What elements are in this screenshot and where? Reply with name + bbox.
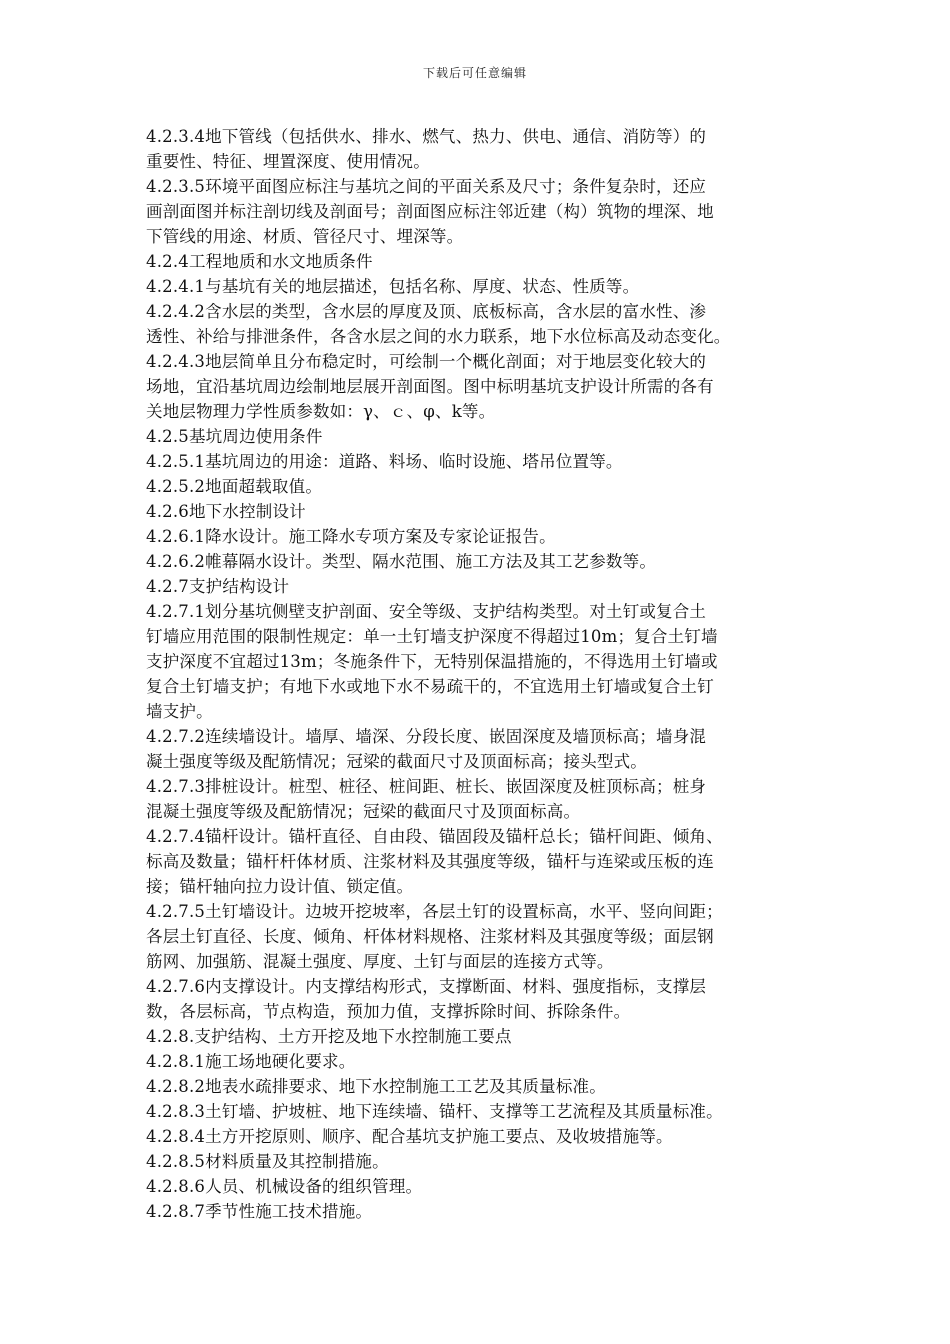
text-line: 4.2.6.2帷幕隔水设计。类型、隔水范围、施工方法及其工艺参数等。 <box>146 552 657 571</box>
text-line: 4.2.6.1降水设计。施工降水专项方案及专家论证报告。 <box>146 527 556 546</box>
text-line: 画剖面图并标注剖切线及剖面号；剖面图应标注邻近建（构）筑物的埋深、地 <box>146 202 714 221</box>
text-line: 4.2.4工程地质和水文地质条件 <box>146 252 373 271</box>
document-body <box>146 124 818 1224</box>
text-line: 下管线的用途、材质、管径尺寸、埋深等。 <box>146 227 464 246</box>
text-line: 4.2.8.5材料质量及其控制措施。 <box>146 1152 389 1171</box>
text-line: 4.2.5基坑周边使用条件 <box>146 427 323 446</box>
text-line: 4.2.7.3排桩设计。桩型、桩径、桩间距、桩长、嵌固深度及桩顶标高；桩身 <box>146 777 707 796</box>
text-line: 4.2.3.4地下管线（包括供水、排水、燃气、热力、供电、通信、消防等）的 <box>146 127 707 146</box>
text-line: 4.2.3.5环境平面图应标注与基坑之间的平面关系及尺寸；条件复杂时，还应 <box>146 177 707 196</box>
text-line: 场地，宜沿基坑周边绘制地层展开剖面图。图中标明基坑支护设计所需的各有 <box>146 377 714 396</box>
text-line: 重要性、特征、埋置深度、使用情况。 <box>146 152 430 171</box>
text-line: 4.2.7.6内支撑设计。内支撑结构形式，支撑断面、材料、强度指标，支撑层 <box>146 977 707 996</box>
text-line: 4.2.5.2地面超载取值。 <box>146 477 323 496</box>
text-line: 4.2.8.2地表水疏排要求、地下水控制施工工艺及其质量标准。 <box>146 1077 606 1096</box>
text-line: 凝土强度等级及配筋情况；冠梁的截面尺寸及顶面标高；接头型式。 <box>146 752 647 771</box>
text-line: 4.2.8.4土方开挖原则、顺序、配合基坑支护施工要点、及收坡措施等。 <box>146 1127 673 1146</box>
text-line: 4.2.7.4锚杆设计。锚杆直径、自由段、锚固段及锚杆总长；锚杆间距、倾角、 <box>146 827 723 846</box>
text-line: 接；锚杆轴向拉力设计值、锁定值。 <box>146 877 414 896</box>
text-line: 4.2.7.5土钉墙设计。边坡开挖坡率，各层土钉的设置标高，水平、竖向间距； <box>146 902 723 921</box>
text-line: 4.2.7支护结构设计 <box>146 577 290 596</box>
text-line: 4.2.4.3地层简单且分布稳定时，可绘制一个概化剖面；对于地层变化较大的 <box>146 352 707 371</box>
text-line: 4.2.7.1划分基坑侧壁支护剖面、安全等级、支护结构类型。对土钉或复合土 <box>146 602 707 621</box>
text-line: 透性、补给与排泄条件，各含水层之间的水力联系，地下水位标高及动态变化。 <box>146 327 731 346</box>
text-line: 各层土钉直径、长度、倾角、杆体材料规格、注浆材料及其强度等级；面层钢 <box>146 927 714 946</box>
text-line: 4.2.8.3土钉墙、护坡桩、地下连续墙、锚杆、支撑等工艺流程及其质量标准。 <box>146 1102 723 1121</box>
text-line: 4.2.7.2连续墙设计。墙厚、墙深、分段长度、嵌固深度及墙顶标高；墙身混 <box>146 727 707 746</box>
text-line: 筋网、加强筋、混凝土强度、厚度、土钉与面层的连接方式等。 <box>146 952 614 971</box>
text-line: 4.2.8.1施工场地硬化要求。 <box>146 1052 356 1071</box>
text-line: 4.2.4.1与基坑有关的地层描述，包括名称、厚度、状态、性质等。 <box>146 277 640 296</box>
text-line: 4.2.8.支护结构、土方开挖及地下水控制施工要点 <box>146 1027 512 1046</box>
text-line: 关地层物理力学性质参数如：γ、ｃ、φ、k等。 <box>146 402 496 421</box>
text-line: 4.2.6地下水控制设计 <box>146 502 306 521</box>
text-line: 4.2.5.1基坑周边的用途：道路、料场、临时设施、塔吊位置等。 <box>146 452 623 471</box>
text-line: 数，各层标高，节点构造，预加力值，支撑拆除时间、拆除条件。 <box>146 1002 631 1021</box>
text-line: 墙支护。 <box>146 702 213 721</box>
text-line: 4.2.8.6人员、机械设备的组织管理。 <box>146 1177 423 1196</box>
text-line: 支护深度不宜超过13m；冬施条件下，无特别保温措施的，不得选用土钉墙或 <box>146 652 718 671</box>
page-header: 下载后可任意编辑 <box>422 66 527 80</box>
text-line: 钉墙应用范围的限制性规定：单一土钉墙支护深度不得超过10m；复合土钉墙 <box>146 627 718 646</box>
text-line: 4.2.4.2含水层的类型，含水层的厚度及顶、底板标高，含水层的富水性、渗 <box>146 302 707 321</box>
text-line: 复合土钉墙支护；有地下水或地下水不易疏干的，不宜选用土钉墙或复合土钉 <box>146 677 714 696</box>
text-line: 混凝土强度等级及配筋情况；冠梁的截面尺寸及顶面标高。 <box>146 802 581 821</box>
text-line: 标高及数量；锚杆杆体材质、注浆材料及其强度等级，锚杆与连梁或压板的连 <box>146 852 714 871</box>
text-line: 4.2.8.7季节性施工技术措施。 <box>146 1202 373 1221</box>
